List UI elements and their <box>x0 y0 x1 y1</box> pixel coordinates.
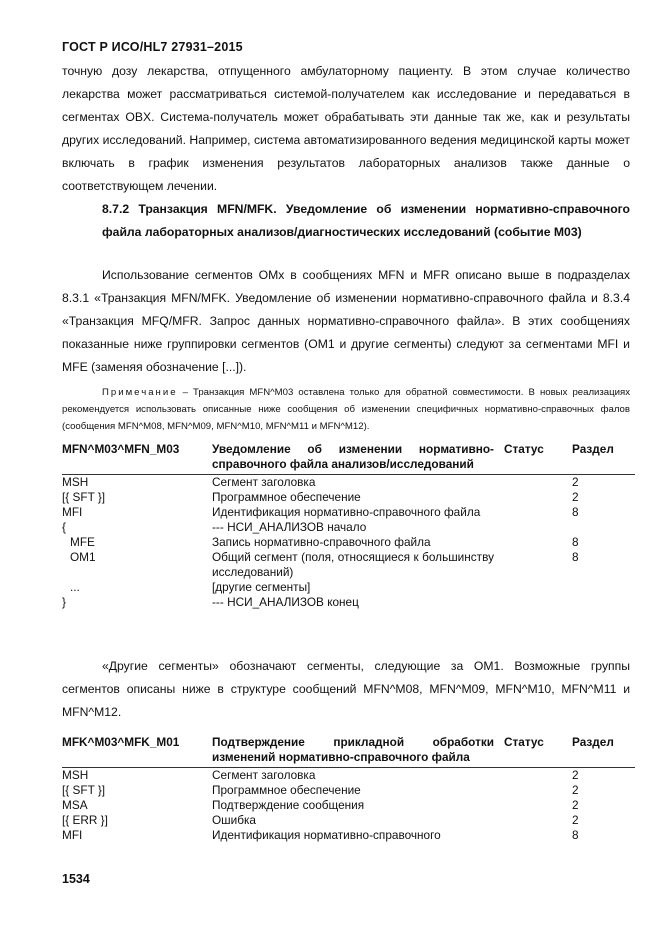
status-cell <box>494 505 564 520</box>
table-row <box>62 798 635 813</box>
segment-cell: } <box>62 595 66 609</box>
note-text: – Транзакция MFN^M03 оставлена только для обратной совместимости. В новых реализациях рекомендуется использовать описанные ниже сообщения об изменении специфичных нормативно-справочных фалов (сообщения MFN^M08, MFN^M09, MFN^M10, MFN^M11 и MFN^M12). <box>62 387 630 432</box>
table-row <box>62 768 635 783</box>
section-cell: 2 <box>572 783 579 797</box>
table-row <box>62 813 635 828</box>
status-cell <box>494 535 564 550</box>
description-cell: [другие сегменты] <box>212 580 311 594</box>
table-row <box>62 595 635 610</box>
section-cell: 2 <box>572 475 579 489</box>
header-section: Раздел <box>572 442 614 456</box>
segment-cell: OM1 <box>70 550 96 564</box>
segment-cell: [{ SFT }] <box>62 783 106 797</box>
status-cell <box>494 475 564 490</box>
section-cell: 8 <box>572 828 579 842</box>
status-cell <box>494 798 564 813</box>
description-cell: Идентификация нормативно-справочного <box>212 828 441 842</box>
section-cell <box>564 580 632 595</box>
table-row <box>62 535 635 550</box>
header-section: Раздел <box>572 735 614 749</box>
segment-cell: MSH <box>62 768 89 782</box>
status-cell <box>494 580 564 595</box>
description-cell: Запись нормативно-справочного файла <box>212 535 431 549</box>
table-mfn-m03 <box>62 442 635 610</box>
status-cell <box>494 783 564 798</box>
table-row <box>62 475 635 490</box>
description-cell: --- НСИ_АНАЛИЗОВ конец <box>212 595 359 609</box>
section-cell: 2 <box>572 768 579 782</box>
section-heading: 8.7.2 Транзакция MFN/MFK. Уведомление об изменении нормативно-справочного файла лабораторных анализов/диагностических исследований (событие M03) <box>102 202 630 239</box>
description-cell: Подтверждение сообщения <box>212 798 365 812</box>
header-description: Подтверждение прикладной обработки изменений нормативно-справочного файла <box>212 735 494 764</box>
segment-cell: [{ ERR }] <box>62 813 108 827</box>
status-cell <box>494 595 564 610</box>
intro-paragraph: точную дозу лекарства, отпущенного амбулаторному пациенту. В этом случае количество лекарства может рассматриваться системой-получателем как исследование и передаваться в сегментах OBX. Система-получатель может обрабатывать эти данные так же, как и результаты других исследований. Например, система автоматизированного ведения медицинской карты может включать в график изменения результатов лабораторных анализов также данные о соответствующем лечении. <box>62 64 630 193</box>
section-cell: 8 <box>572 505 579 519</box>
note-label: Примечание <box>102 387 178 398</box>
description-cell: Общий сегмент (поля, относящиеся к большинству исследований) <box>212 550 494 579</box>
segment-cell: MFE <box>70 535 95 549</box>
segment-cell: ... <box>70 580 80 594</box>
segment-cell: MSA <box>62 798 88 812</box>
table-row <box>62 828 635 843</box>
segment-cell: MFI <box>62 828 83 842</box>
status-cell <box>494 813 564 828</box>
section-cell: 8 <box>572 550 579 564</box>
header-message: MFK^M03^MFK_M01 <box>62 735 180 749</box>
table-row <box>62 580 635 595</box>
header-description: Уведомление об изменении нормативно-справочного файла анализов/исследований <box>212 442 494 471</box>
description-cell: Ошибка <box>212 813 256 827</box>
table-row <box>62 505 635 520</box>
section-cell <box>564 595 632 610</box>
table-row <box>62 490 635 505</box>
table-row <box>62 783 635 798</box>
table-header <box>62 735 635 768</box>
status-cell <box>494 550 564 580</box>
table-row <box>62 520 635 535</box>
section-paragraph: Использование сегментов OMx в сообщениях MFN и MFR описано выше в подразделах 8.3.1 «Транзакция MFN/MFK. Уведомление об изменении нормативно-справочного файла и 8.3.4 «Транзакция MFQ/MFR. Запрос данных нормативно-справочного файла». В этих сообщениях показанные ниже группировки сегментов (OM1 и другие сегменты) следуют за сегментами MFI и MFE (заменяя обозначение [...]). <box>62 268 630 374</box>
segment-cell: { <box>62 520 66 534</box>
document-header: ГОСТ Р ИСО/HL7 27931–2015 <box>62 40 243 54</box>
status-cell <box>494 490 564 505</box>
status-cell <box>494 768 564 783</box>
description-cell: --- НСИ_АНАЛИЗОВ начало <box>212 520 367 534</box>
section-cell: 2 <box>572 490 579 504</box>
description-cell: Сегмент заголовка <box>212 768 316 782</box>
table-row <box>62 550 635 580</box>
header-status: Статус <box>504 735 544 749</box>
section-cell <box>564 520 632 535</box>
description-cell: Программное обеспечение <box>212 783 361 797</box>
table-header <box>62 442 635 475</box>
segment-cell: MFI <box>62 505 83 519</box>
description-cell: Идентификация нормативно-справочного файла <box>212 505 481 519</box>
header-status: Статус <box>504 442 544 456</box>
section-cell: 2 <box>572 798 579 812</box>
status-cell <box>494 520 564 535</box>
table-mfk-m03 <box>62 735 635 843</box>
between-paragraph: «Другие сегменты» обозначают сегменты, следующие за OM1. Возможные группы сегментов описаны ниже в структуре сообщений MFN^M08, MFN^M09, MFN^M10, MFN^M11 и MFN^M12. <box>62 659 630 719</box>
status-cell <box>494 828 564 843</box>
description-cell: Сегмент заголовка <box>212 475 316 489</box>
note <box>62 384 630 435</box>
section-cell: 2 <box>572 813 579 827</box>
section-cell: 8 <box>572 535 579 549</box>
page-number: 1534 <box>62 872 90 886</box>
description-cell: Программное обеспечение <box>212 490 361 504</box>
segment-cell: MSH <box>62 475 89 489</box>
segment-cell: [{ SFT }] <box>62 490 106 504</box>
header-message: MFN^M03^MFN_M03 <box>62 442 180 456</box>
